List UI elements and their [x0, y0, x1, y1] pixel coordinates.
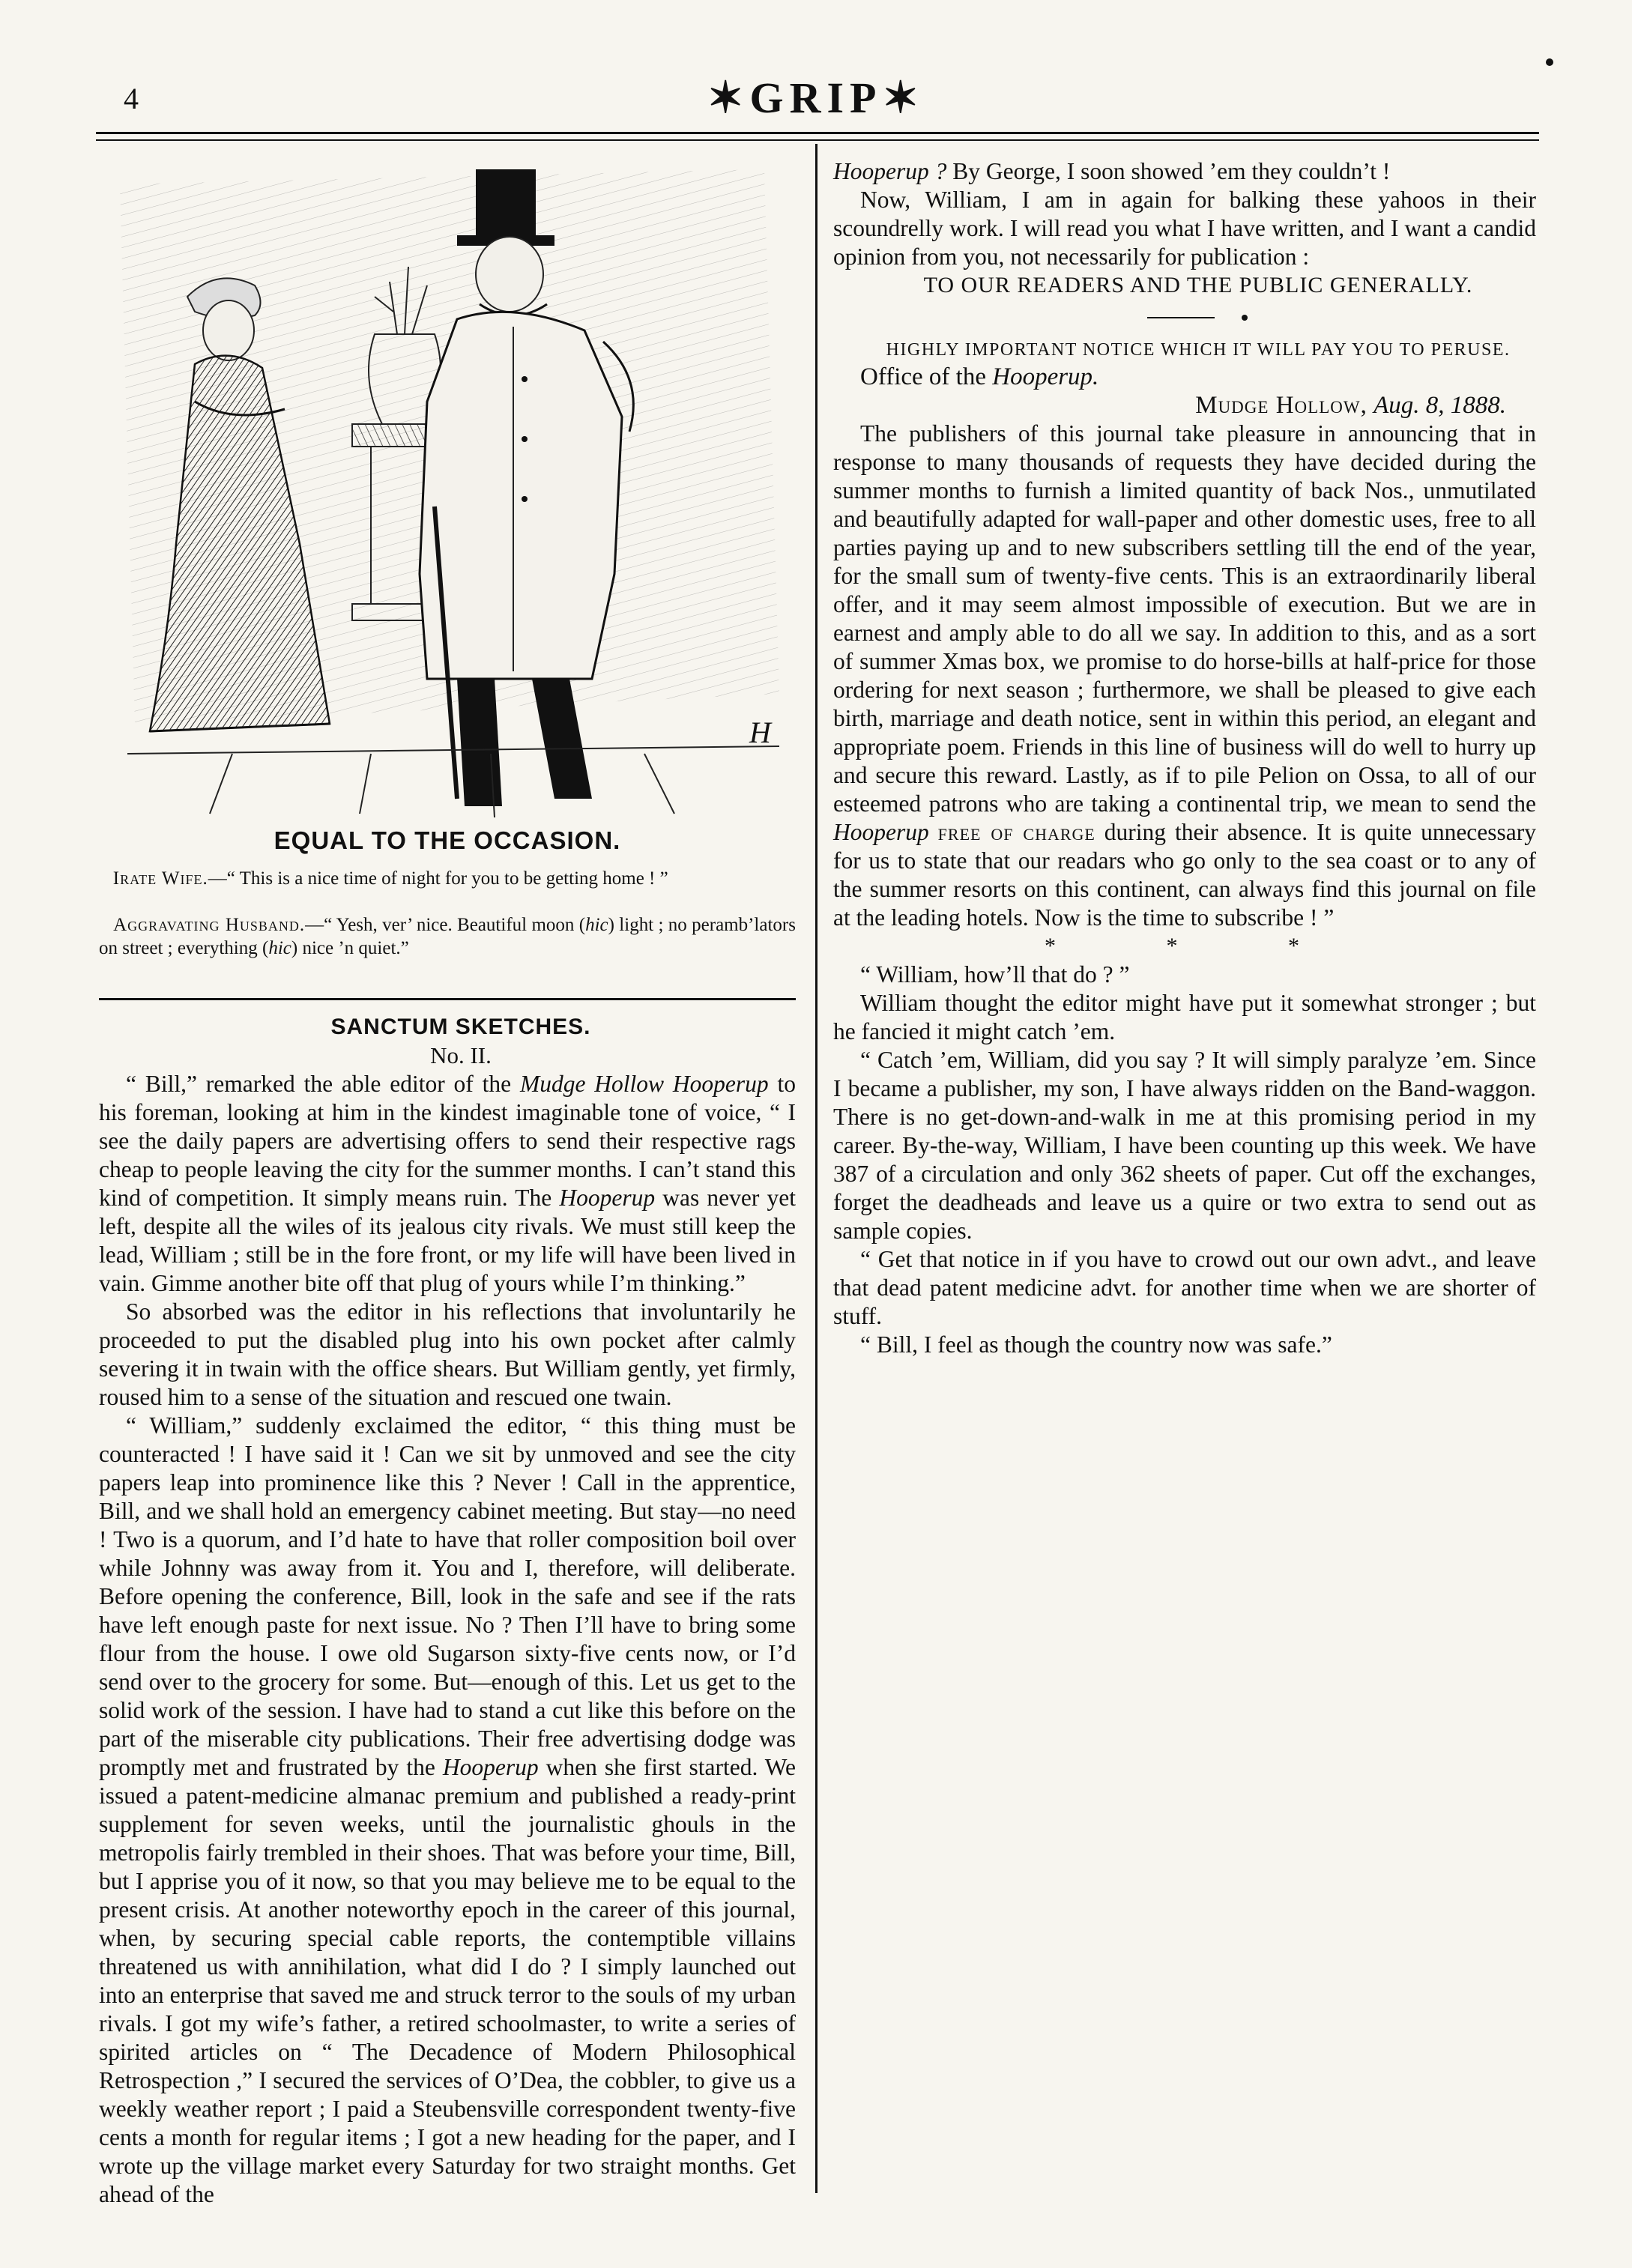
paragraph [833, 420, 1536, 932]
dateline-place: Mudge Hollow, [1195, 392, 1367, 419]
text-run: during their absence. It is quite unnecessary for us to state that our readars who go only to the sea coast or to any of the summer resorts on this continent, can always find this journal on file at the leading hotels. Now is the time to subscribe ! ” [833, 819, 1536, 931]
caption-line: —“ Yesh, ver’ nice. Beautiful moon ( [305, 915, 586, 935]
masthead-rule [96, 139, 1539, 141]
text-run: free of charge [937, 819, 1095, 845]
cartoon-illustration [105, 154, 794, 817]
cartoon-title: EQUAL TO THE OCCASION. [273, 826, 621, 854]
text-run: “ William,” suddenly exclaimed the editor, “ this thing must be counteracted ! I have said it ! Can we sit by unmoved and see the city papers leap into prominence like this ? Never ! Call in the apprentice, Bill, and we shall hold an emergency cabinet meeting. But stay—no need ! Two is a quorum, and I’d hate to have that roller composition boil over while Johnny was away from it. You and I, therefore, will deliberate. Before opening the conference, Bill, look in the safe and see if the rats have left enough paste for next issue. No ? Then I’ll have to bring some flour from the house. I owe old Sugarson sixty-five cents now, or I’d send over to the grocery for some. But—enough of this. Let us get to the solid work of the session. I have had to stand a cut like this before on the part of the miserable city publications. Their free advertising dodge was promptly met and frustrated by the [99, 1412, 796, 1780]
paragraph: “ Catch ’em, William, did you say ? It will simply paralyze ’em. Since I became a publisher, my son, I have always ridden on the Band-waggon. There is no get-down-and-walk in me at this promising period in my career. By-the-way, William, I have been counting up this week. We have 387 of a circulation and only 362 sheets of paper. Cut off the exchanges, forget the deadheads and leave us a quire or two extra to send out as sample copies. [833, 1047, 1536, 1244]
right-column [833, 157, 1536, 1359]
newspaper-name: Hooperup. [992, 363, 1099, 390]
print-speck [1546, 58, 1553, 66]
text-run: “ Bill,” remarked the able editor of the [126, 1071, 520, 1097]
paragraph: So absorbed was the editor in his reflections that involuntarily he proceeded to put the disabled plug into his own pocket after calmly severing it in twain with the office shears. But William gently, yet firmly, roused him to a sense of the situation and rescued one twain. [99, 1298, 796, 1410]
masthead [0, 0, 1632, 157]
page-number: 4 [124, 82, 139, 115]
text-run: to his foreman, looking at him in the kindest imaginable tone of voice, “ I see the daily papers are advertising offers to send their respective rags cheap to people leaving the city for the summer months. I can’t stand this kind of competition. It simply means ruin. The [99, 1071, 796, 1211]
newspaper-name: Hooperup [833, 158, 929, 184]
speaker-label: Aggravating Husband. [113, 915, 306, 935]
caption-hic: hic [268, 938, 291, 958]
text-run: when she first started. We issued a patent-medicine almanac premium and published a ready-print supplement for seven weeks, until the journalistic ghouls in the metropolis fairly trembled in their shoes. That was before your time, Bill, but I apprise you of it now, so that you may believe me to be equal to the present crisis. At another noteworthy epoch in the career of this journal, when, by securing special cable reports, the contemptible villains threatened us with annihilation, what did I do ? I simply launched out into an enterprise that saved me and struck terror to the souls of my urban rivals. I got my wife’s father, a retired schoolmaster, to write a series of spirited articles on “ The Decadence of Modern Philosophical Retrospection ,” I secured the services of O’Dea, the cobbler, to give us a weekly weather report ; I paid a Steubensville correspondent twenty-five cents a month for regular items ; I got a new heading for the paper, and I wrote up the village market every Saturday for two straight months. Get ahead of the [99, 1754, 797, 2207]
newspaper-name: Hooperup [442, 1754, 539, 1780]
paragraph: Now, William, I am in again for balking these yahoos in their scoundrelly work. I will read you what I have written, and I want a candid opinion from you, not necessarily for publication : [833, 187, 1536, 270]
paragraph: “ Get that notice in if you have to crowd out our own advt., and leave that dead patent medicine advt. for another time when we are shorter of stuff. [833, 1246, 1536, 1329]
column-divider [815, 144, 817, 2193]
paragraph [99, 1412, 796, 2209]
notice-dateline [833, 391, 1536, 420]
masthead-title: ✶GRIP✶ [707, 73, 925, 122]
caption-husband [99, 913, 796, 960]
paragraph: “ Bill, I feel as though the country now was safe.” [860, 1331, 1332, 1358]
text-run: ? [928, 158, 947, 184]
notice-subheading: HIGHLY IMPORTANT NOTICE WHICH IT WILL PAY YOU TO PERUSE. [886, 340, 1511, 360]
speaker-label: Irate Wife. [112, 868, 208, 889]
text-run: was never yet left, despite all the wiles of its jealous city rivals. We must still keep the lead, William ; still be in the fore front, or my life will have been lived in vain. Gimme another bite off that plug of yours while I’m thinking.” [99, 1185, 796, 1296]
newspaper-name: Hooperup [833, 819, 929, 845]
paragraph: William thought the editor might have put it somewhat stronger ; but he fancied it might catch ’em. [833, 990, 1536, 1044]
caption-line: ) nice ’n quiet.” [291, 938, 409, 958]
paragraph: “ William, how’ll that do ? ” [860, 961, 1130, 988]
notice-heading: TO OUR READERS AND THE PUBLIC GENERALLY. [923, 273, 1473, 297]
caption-line: —“ This is a nice time of night for you to be getting home ! ” [208, 868, 668, 889]
text-run: Office of the [860, 363, 993, 390]
paragraph [833, 157, 1536, 186]
newspaper-name: Mudge Hollow Hooperup [519, 1071, 769, 1097]
paragraph [99, 1070, 796, 1298]
article-number: No. II. [430, 1042, 492, 1068]
caption-hic: hic [585, 915, 608, 935]
notice-office-line [833, 363, 1536, 391]
decorative-rule [833, 301, 1536, 330]
caption-line: ) light ; no peramb’lators on street ; everything ( [99, 915, 796, 958]
caption-wife [99, 867, 796, 890]
artist-signature: H [749, 716, 771, 749]
text-run: The publishers of this journal take pleasure in announcing that in response to many thousands of requests they have decided during the summer months to furnish a limited quantity of back Nos., unmutilated and beautifully adapted for wall-paper and other domestic uses, free to all parties paying up and to new subscribers settling till the end of the year, for the small sum of twenty-five cents. This is an extraordinarily liberal offer, and it may seem almost impossible of execution. But we are in earnest and amply able to do all we say. In addition to this, and as a sort of summer Xmas box, we promise to do horse-bills at half-price for those ordering for next season ; furthermore, we shall be pleased to give each birth, marriage and death notice, sent in within this period, an elegant and appropriate poem. Friends in this line of business will do well to hurry up and secure this reward. Lastly, as if to pile Pelion on Ossa, to all of our esteemed patrons who are taking a continental trip, we mean to send the [833, 420, 1536, 817]
masthead-rule [96, 132, 1539, 134]
text-run: By George, I soon showed ’em they couldn’t ! [946, 158, 1391, 184]
section-rule [99, 998, 796, 1000]
newspaper-name: Hooperup [559, 1185, 656, 1211]
left-column [99, 1013, 796, 2209]
dateline-date: Aug. 8, 1888. [1373, 392, 1506, 419]
section-break-stars: * * * [1045, 934, 1352, 958]
article-title: SANCTUM SKETCHES. [330, 1014, 591, 1039]
